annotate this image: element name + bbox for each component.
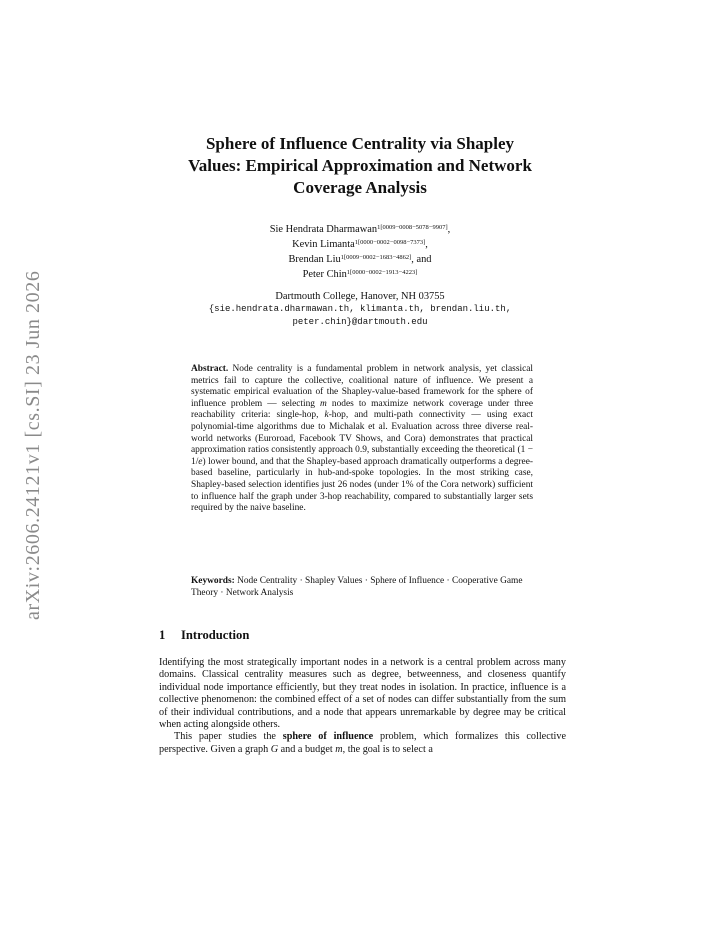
- orcid: 1[0000−0002−0098−7373]: [354, 239, 426, 246]
- section-title: Introduction: [181, 628, 250, 642]
- author: Peter Chin$^{1[0000-0002-1913-4223]}$: [302, 269, 418, 280]
- section-number: 1: [159, 628, 166, 642]
- email-line: {sie.hendrata.dharmawan.th, klimanta.th, brendan.liu.th,: [208, 304, 512, 314]
- keywords-label: Keywords:: [191, 576, 235, 586]
- title-line: Values: Empirical Approximation and Network: [188, 156, 532, 175]
- orcid: 1[0009−0008−5078−9907]: [377, 224, 448, 231]
- author: Kevin Limanta$^{1[0000-0002-0098-7373]}$,: [292, 239, 428, 250]
- section-heading: [159, 628, 249, 643]
- email-line: peter.chin}@dartmouth.edu: [292, 317, 428, 327]
- orcid: 1[0000−0002−1913−4223]: [346, 269, 418, 276]
- abstract: Abstract. Node centrality is a fundamental problem in network analysis, yet classical metrics fail to capture the collective, coalitional nature of influence. We present a systematic empirical evaluation of the Shapley-value-based framework for the sphere of influence problem — selecting m nodes to maximize network coverage under three reachability criteria: single-hop, k-hop, and multi-path connectivity — using exact polynomial-time algorithms due to Michalak et al. Evaluation across three diverse real-world networks (Euroroad, Facebook TV Shows, and Cora) demonstrates that practical approximation ratios consistently approach 0.9, substantially exceeding the theoretical (1 − 1/e) lower bound, and that the Shapley-based approach dramatically outperforms a degree-based baseline, particularly in hub-and-spoke topologies. In the most striking case, Shapley-based selection identifies just 26 nodes (under 1% of the Cora network) sufficient to influence half the graph under 3-hop reachability, compared to substantially larger sets required by the naive baseline.: [191, 364, 534, 514]
- introduction-body: [159, 657, 566, 756]
- orcid: 1[0009−0002−1683−4862]: [340, 254, 412, 261]
- arxiv-identifier: arXiv:2606.24121v1 [cs.SI] 23 Jun 2026: [22, 270, 44, 620]
- author-list: [140, 221, 580, 281]
- keywords: Keywords: Node Centrality · Shapley Values · Sphere of Influence · Cooperative Game Theory · Network Analysis: [191, 576, 523, 598]
- title-line: Sphere of Influence Centrality via Shapley: [205, 134, 515, 153]
- affiliation: Dartmouth College, Hanover, NH 03755: [275, 291, 445, 302]
- title-line: Coverage Analysis: [293, 178, 427, 197]
- affiliation-block: [140, 290, 580, 329]
- author: Brendan Liu$^{1[0009-0002-1683-4862]}$, and: [288, 254, 432, 265]
- paper-title: [140, 133, 580, 199]
- paragraph: Identifying the most strategically important nodes in a network is a central problem across many domains. Classical centrality measures such as degree, betweenness, and closeness quantify individual node importance efficiently, but they treat nodes in isolation. In practice, influence is a collective phenomenon: the combined effect of a set of nodes can differ substantially from the sum of their individual contributions, and a node that appears unremarkable by degree may be critical when acting alongside others.: [159, 657, 566, 731]
- paragraph: This paper studies the sphere of influence problem, which formalizes this collective perspective. Given a graph G and a budget m, the goal is to select a: [159, 731, 566, 755]
- abstract-label: Abstract.: [191, 364, 229, 374]
- author: Sie Hendrata Dharmawan$^{1[0009-0008-5078-9907]}$,: [269, 224, 451, 235]
